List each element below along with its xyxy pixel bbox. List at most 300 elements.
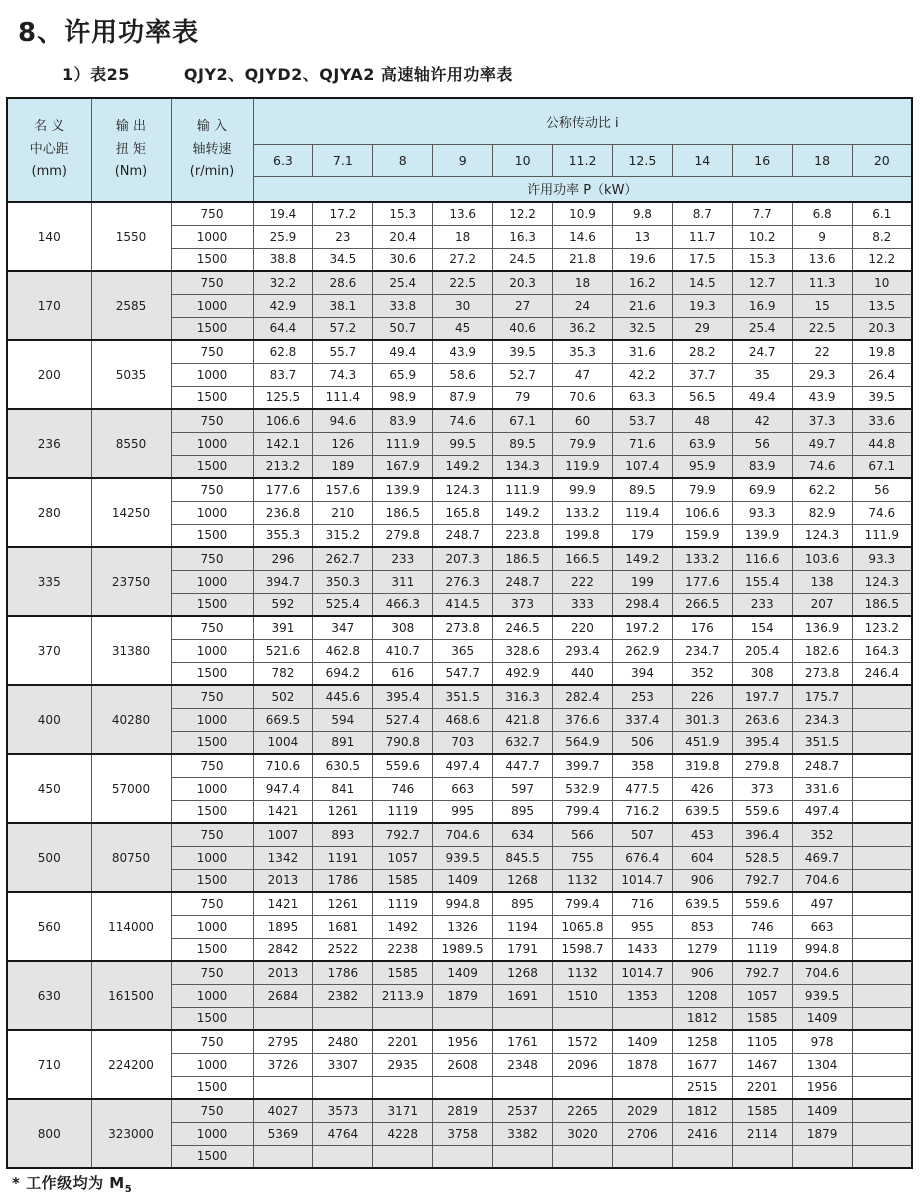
power-value-cell <box>612 1007 672 1030</box>
power-value-cell: 133.2 <box>553 501 613 524</box>
power-value-cell <box>553 1076 613 1099</box>
power-value-cell: 1119 <box>373 800 433 823</box>
power-value-cell: 746 <box>732 915 792 938</box>
power-value-cell: 142.1 <box>253 432 313 455</box>
power-value-cell: 373 <box>732 777 792 800</box>
power-value-cell: 559.6 <box>373 754 433 777</box>
table-row <box>7 892 912 915</box>
power-value-cell: 103.6 <box>792 547 852 570</box>
power-value-cell <box>852 892 912 915</box>
power-value-cell: 177.6 <box>672 570 732 593</box>
power-value-cell <box>253 1007 313 1030</box>
power-value-cell <box>852 777 912 800</box>
power-value-cell: 16.3 <box>493 225 553 248</box>
power-value-cell: 10 <box>852 271 912 294</box>
power-value-cell: 421.8 <box>493 708 553 731</box>
power-value-cell: 31.6 <box>612 340 672 363</box>
power-value-cell: 262.7 <box>313 547 373 570</box>
speed-cell: 750 <box>171 823 253 846</box>
power-value-cell: 893 <box>313 823 373 846</box>
power-value-cell: 197.7 <box>732 685 792 708</box>
table-row <box>7 340 912 363</box>
torque-cell: 8550 <box>91 409 171 478</box>
power-value-cell: 35 <box>732 363 792 386</box>
power-value-cell: 394.7 <box>253 570 313 593</box>
power-value-cell: 426 <box>672 777 732 800</box>
power-value-cell: 906 <box>672 869 732 892</box>
power-value-cell: 79 <box>493 386 553 409</box>
power-value-cell: 358 <box>612 754 672 777</box>
power-value-cell: 694.2 <box>313 662 373 685</box>
power-value-cell: 25.4 <box>732 317 792 340</box>
power-value-cell: 18 <box>433 225 493 248</box>
power-value-cell <box>493 1076 553 1099</box>
speed-cell: 1500 <box>171 524 253 547</box>
power-value-cell: 43.9 <box>792 386 852 409</box>
speed-cell: 750 <box>171 685 253 708</box>
power-value-cell: 955 <box>612 915 672 938</box>
power-value-cell: 38.8 <box>253 248 313 271</box>
power-value-cell: 15.3 <box>373 202 433 225</box>
center-distance-cell: 450 <box>7 754 91 823</box>
power-value-cell: 222 <box>553 570 613 593</box>
speed-cell: 750 <box>171 202 253 225</box>
power-value-cell: 1878 <box>612 1053 672 1076</box>
power-value-cell: 67.1 <box>852 455 912 478</box>
power-value-cell: 1004 <box>253 731 313 754</box>
speed-cell: 750 <box>171 1099 253 1122</box>
power-value-cell: 207.3 <box>433 547 493 570</box>
speed-cell: 1000 <box>171 363 253 386</box>
power-value-cell: 528.5 <box>732 846 792 869</box>
power-value-cell: 139.9 <box>732 524 792 547</box>
power-value-cell: 176 <box>672 616 732 639</box>
power-value-cell: 669.5 <box>253 708 313 731</box>
power-value-cell: 9.8 <box>612 202 672 225</box>
ratio-group-header: 公称传动比 i <box>253 98 912 144</box>
speed-cell: 1500 <box>171 800 253 823</box>
power-value-cell <box>493 1145 553 1168</box>
power-value-cell: 845.5 <box>493 846 553 869</box>
power-value-cell: 124.3 <box>433 478 493 501</box>
power-value-cell <box>852 754 912 777</box>
power-value-cell: 352 <box>792 823 852 846</box>
speed-cell: 750 <box>171 478 253 501</box>
power-value-cell: 704.6 <box>433 823 493 846</box>
power-value-cell: 391 <box>253 616 313 639</box>
power-value-cell: 74.6 <box>433 409 493 432</box>
speed-cell: 1500 <box>171 248 253 271</box>
power-value-cell: 179 <box>612 524 672 547</box>
power-value-cell: 1194 <box>493 915 553 938</box>
power-value-cell: 311 <box>373 570 433 593</box>
power-value-cell: 34.5 <box>313 248 373 271</box>
power-value-cell: 226 <box>672 685 732 708</box>
power-value-cell: 125.5 <box>253 386 313 409</box>
power-value-cell: 293.4 <box>553 639 613 662</box>
power-value-cell: 2480 <box>313 1030 373 1053</box>
torque-cell: 31380 <box>91 616 171 685</box>
power-value-cell <box>313 1007 373 1030</box>
power-value-cell: 1353 <box>612 984 672 1007</box>
power-value-cell: 782 <box>253 662 313 685</box>
table-row <box>7 961 912 984</box>
power-value-cell: 33.6 <box>852 409 912 432</box>
power-value-cell: 507 <box>612 823 672 846</box>
power-value-cell: 89.5 <box>493 432 553 455</box>
speed-cell: 1500 <box>171 317 253 340</box>
power-value-cell: 351.5 <box>792 731 852 754</box>
power-value-cell: 70.6 <box>553 386 613 409</box>
torque-cell: 114000 <box>91 892 171 961</box>
power-value-cell <box>553 1145 613 1168</box>
power-value-cell: 1014.7 <box>612 869 672 892</box>
power-value-cell: 1191 <box>313 846 373 869</box>
power-value-cell: 234.7 <box>672 639 732 662</box>
power-value-cell: 1510 <box>553 984 613 1007</box>
power-value-cell: 2096 <box>553 1053 613 1076</box>
power-value-cell: 27 <box>493 294 553 317</box>
power-value-cell: 396.4 <box>732 823 792 846</box>
power-value-cell: 3020 <box>553 1122 613 1145</box>
power-value-cell: 468.6 <box>433 708 493 731</box>
power-value-cell: 119.4 <box>612 501 672 524</box>
power-value-cell: 25.4 <box>373 271 433 294</box>
power-value-cell: 175.7 <box>792 685 852 708</box>
power-value-cell: 111.9 <box>493 478 553 501</box>
power-value-cell: 891 <box>313 731 373 754</box>
power-value-cell: 3171 <box>373 1099 433 1122</box>
power-value-cell: 119.9 <box>553 455 613 478</box>
power-value-cell: 149.2 <box>612 547 672 570</box>
power-value-cell: 2935 <box>373 1053 433 1076</box>
power-value-cell: 355.3 <box>253 524 313 547</box>
power-value-cell: 447.7 <box>493 754 553 777</box>
power-value-cell: 99.9 <box>553 478 613 501</box>
torque-cell: 2585 <box>91 271 171 340</box>
power-value-cell: 2013 <box>253 961 313 984</box>
power-value-cell: 995 <box>433 800 493 823</box>
power-value-cell: 134.3 <box>493 455 553 478</box>
power-value-cell: 328.6 <box>493 639 553 662</box>
power-value-cell: 2537 <box>493 1099 553 1122</box>
power-value-cell: 2842 <box>253 938 313 961</box>
power-unit-header: 许用功率 P（kW） <box>253 176 912 202</box>
speed-cell: 750 <box>171 961 253 984</box>
power-value-cell: 939.5 <box>433 846 493 869</box>
power-value-cell: 189 <box>313 455 373 478</box>
speed-cell: 1500 <box>171 1076 253 1099</box>
power-value-cell: 248.7 <box>792 754 852 777</box>
power-value-cell: 22.5 <box>433 271 493 294</box>
power-value-cell <box>852 708 912 731</box>
power-value-cell: 14.6 <box>553 225 613 248</box>
power-value-cell: 853 <box>672 915 732 938</box>
power-value-cell: 10.9 <box>553 202 613 225</box>
power-value-cell: 15 <box>792 294 852 317</box>
power-value-cell: 947.4 <box>253 777 313 800</box>
power-value-cell: 234.3 <box>792 708 852 731</box>
power-value-cell <box>852 1145 912 1168</box>
power-value-cell: 282.4 <box>553 685 613 708</box>
power-value-cell <box>373 1076 433 1099</box>
speed-cell: 1000 <box>171 570 253 593</box>
power-value-cell <box>373 1007 433 1030</box>
power-value-cell: 994.8 <box>792 938 852 961</box>
power-value-cell: 17.5 <box>672 248 732 271</box>
power-value-cell: 57.2 <box>313 317 373 340</box>
power-value-cell: 33.8 <box>373 294 433 317</box>
power-value-cell: 497.4 <box>433 754 493 777</box>
power-value-cell: 139.9 <box>373 478 433 501</box>
power-value-cell: 1409 <box>612 1030 672 1053</box>
speed-cell: 1000 <box>171 708 253 731</box>
power-value-cell: 1598.7 <box>553 938 613 961</box>
power-value-cell: 1268 <box>493 869 553 892</box>
power-value-cell: 376.6 <box>553 708 613 731</box>
power-value-cell: 2029 <box>612 1099 672 1122</box>
ratio-value-header: 16 <box>732 144 792 176</box>
power-value-cell: 253 <box>612 685 672 708</box>
power-value-cell: 1585 <box>373 869 433 892</box>
power-value-cell: 17.2 <box>313 202 373 225</box>
power-value-cell <box>852 1099 912 1122</box>
power-value-cell: 25.9 <box>253 225 313 248</box>
power-value-cell: 276.3 <box>433 570 493 593</box>
power-value-cell: 395.4 <box>732 731 792 754</box>
power-value-cell: 8.7 <box>672 202 732 225</box>
power-value-cell: 197.2 <box>612 616 672 639</box>
power-value-cell: 1132 <box>553 869 613 892</box>
footnote-subscript: 5 <box>124 1184 133 1195</box>
power-value-cell <box>852 685 912 708</box>
power-value-cell: 233 <box>732 593 792 616</box>
power-value-cell: 453 <box>672 823 732 846</box>
power-value-cell <box>433 1076 493 1099</box>
power-value-cell: 365 <box>433 639 493 662</box>
power-value-cell: 1895 <box>253 915 313 938</box>
power-value-cell: 107.4 <box>612 455 672 478</box>
power-value-cell: 703 <box>433 731 493 754</box>
power-value-cell: 1409 <box>433 869 493 892</box>
ratio-value-header: 7.1 <box>313 144 373 176</box>
speed-cell: 1000 <box>171 1122 253 1145</box>
power-value-cell: 42.9 <box>253 294 313 317</box>
power-value-cell: 1786 <box>313 961 373 984</box>
power-value-cell: 30.6 <box>373 248 433 271</box>
power-value-cell: 12.7 <box>732 271 792 294</box>
center-distance-cell: 500 <box>7 823 91 892</box>
power-value-cell: 308 <box>732 662 792 685</box>
ratio-value-header: 8 <box>373 144 433 176</box>
power-value-cell: 2265 <box>553 1099 613 1122</box>
power-value-cell: 166.5 <box>553 547 613 570</box>
speed-cell: 750 <box>171 271 253 294</box>
power-value-cell <box>732 1145 792 1168</box>
power-value-cell: 1342 <box>253 846 313 869</box>
power-value-cell <box>313 1076 373 1099</box>
speed-cell: 1500 <box>171 593 253 616</box>
torque-cell: 161500 <box>91 961 171 1030</box>
power-value-cell: 3382 <box>493 1122 553 1145</box>
power-value-cell: 1677 <box>672 1053 732 1076</box>
power-value-cell: 44.8 <box>852 432 912 455</box>
power-value-cell: 2795 <box>253 1030 313 1053</box>
power-value-cell: 20.3 <box>493 271 553 294</box>
power-value-cell: 4228 <box>373 1122 433 1145</box>
power-value-cell: 1786 <box>313 869 373 892</box>
power-value-cell: 98.9 <box>373 386 433 409</box>
power-value-cell: 89.5 <box>612 478 672 501</box>
power-value-cell: 79.9 <box>553 432 613 455</box>
power-value-cell: 111.4 <box>313 386 373 409</box>
power-value-cell: 167.9 <box>373 455 433 478</box>
torque-cell: 5035 <box>91 340 171 409</box>
power-value-cell: 7.7 <box>732 202 792 225</box>
power-value-cell: 79.9 <box>672 478 732 501</box>
power-value-cell: 790.8 <box>373 731 433 754</box>
table-row <box>7 547 912 570</box>
center-distance-cell: 335 <box>7 547 91 616</box>
power-value-cell: 4764 <box>313 1122 373 1145</box>
power-value-cell: 83.7 <box>253 363 313 386</box>
power-value-cell: 48 <box>672 409 732 432</box>
power-value-cell: 106.6 <box>672 501 732 524</box>
power-value-cell: 1681 <box>313 915 373 938</box>
power-value-cell: 37.7 <box>672 363 732 386</box>
caption-text: QJY2、QJYD2、QJYA2 高速轴许用功率表 <box>183 65 513 84</box>
table-row <box>7 478 912 501</box>
table-row <box>7 616 912 639</box>
table-row <box>7 823 912 846</box>
power-value-cell <box>792 1145 852 1168</box>
power-value-cell: 2348 <box>493 1053 553 1076</box>
power-value-cell <box>852 1122 912 1145</box>
power-value-cell: 316.3 <box>493 685 553 708</box>
power-value-cell: 1761 <box>493 1030 553 1053</box>
power-value-cell: 559.6 <box>732 892 792 915</box>
speed-cell: 1000 <box>171 639 253 662</box>
power-value-cell: 106.6 <box>253 409 313 432</box>
power-value-cell: 639.5 <box>672 800 732 823</box>
power-value-cell: 63.9 <box>672 432 732 455</box>
power-value-cell: 49.7 <box>792 432 852 455</box>
power-value-cell: 38.1 <box>313 294 373 317</box>
power-value-cell: 1208 <box>672 984 732 1007</box>
power-value-cell: 236.8 <box>253 501 313 524</box>
power-value-cell: 1119 <box>732 938 792 961</box>
power-value-cell: 124.3 <box>852 570 912 593</box>
power-value-cell: 93.3 <box>732 501 792 524</box>
power-value-cell: 20.4 <box>373 225 433 248</box>
power-value-cell <box>852 961 912 984</box>
power-value-cell <box>433 1007 493 1030</box>
power-value-cell: 2013 <box>253 869 313 892</box>
power-value-cell <box>852 1076 912 1099</box>
power-value-cell: 663 <box>433 777 493 800</box>
speed-cell: 1000 <box>171 984 253 1007</box>
power-value-cell: 157.6 <box>313 478 373 501</box>
power-value-cell: 331.6 <box>792 777 852 800</box>
power-value-cell: 639.5 <box>672 892 732 915</box>
power-value-cell: 24.7 <box>732 340 792 363</box>
power-value-cell <box>253 1145 313 1168</box>
power-value-cell: 632.7 <box>493 731 553 754</box>
power-value-cell: 1007 <box>253 823 313 846</box>
power-value-cell <box>553 1007 613 1030</box>
power-value-cell: 27.2 <box>433 248 493 271</box>
power-value-cell: 2114 <box>732 1122 792 1145</box>
torque-cell: 57000 <box>91 754 171 823</box>
power-value-cell: 1812 <box>672 1099 732 1122</box>
power-value-cell: 58.6 <box>433 363 493 386</box>
power-value-cell: 83.9 <box>732 455 792 478</box>
power-value-cell: 527.4 <box>373 708 433 731</box>
power-value-cell: 676.4 <box>612 846 672 869</box>
power-value-cell: 755 <box>553 846 613 869</box>
power-value-cell: 210 <box>313 501 373 524</box>
power-value-cell <box>373 1145 433 1168</box>
power-value-cell: 62.2 <box>792 478 852 501</box>
power-value-cell: 19.3 <box>672 294 732 317</box>
power-value-cell: 347 <box>313 616 373 639</box>
power-value-cell: 1279 <box>672 938 732 961</box>
power-value-cell: 710.6 <box>253 754 313 777</box>
ratio-value-header: 6.3 <box>253 144 313 176</box>
power-value-cell <box>852 1053 912 1076</box>
speed-cell: 1500 <box>171 731 253 754</box>
power-value-cell: 746 <box>373 777 433 800</box>
power-value-cell: 279.8 <box>732 754 792 777</box>
power-value-cell: 2522 <box>313 938 373 961</box>
center-distance-cell: 280 <box>7 478 91 547</box>
power-value-cell: 43.9 <box>433 340 493 363</box>
speed-cell: 1000 <box>171 294 253 317</box>
power-value-cell: 792.7 <box>373 823 433 846</box>
power-value-cell: 13.6 <box>433 202 493 225</box>
power-value-cell: 1258 <box>672 1030 732 1053</box>
power-value-cell: 564.9 <box>553 731 613 754</box>
torque-cell: 40280 <box>91 685 171 754</box>
power-value-cell: 2706 <box>612 1122 672 1145</box>
power-value-cell <box>852 869 912 892</box>
power-value-cell: 18 <box>553 271 613 294</box>
power-value-cell: 716 <box>612 892 672 915</box>
power-value-cell: 13.5 <box>852 294 912 317</box>
power-value-cell: 492.9 <box>493 662 553 685</box>
power-value-cell: 462.8 <box>313 639 373 662</box>
power-value-cell: 337.4 <box>612 708 672 731</box>
power-value-cell: 594 <box>313 708 373 731</box>
speed-cell: 750 <box>171 340 253 363</box>
ratio-value-header: 20 <box>852 144 912 176</box>
torque-cell: 224200 <box>91 1030 171 1099</box>
torque-cell: 1550 <box>91 202 171 271</box>
table-row <box>7 271 912 294</box>
power-value-cell: 978 <box>792 1030 852 1053</box>
power-value-cell: 315.2 <box>313 524 373 547</box>
power-value-cell: 792.7 <box>732 869 792 892</box>
power-value-cell: 301.3 <box>672 708 732 731</box>
power-value-cell: 94.6 <box>313 409 373 432</box>
power-value-cell: 99.5 <box>433 432 493 455</box>
center-distance-cell: 170 <box>7 271 91 340</box>
power-value-cell: 199.8 <box>553 524 613 547</box>
power-value-cell: 136.9 <box>792 616 852 639</box>
center-distance-cell: 140 <box>7 202 91 271</box>
caption-index: 1）表25 <box>62 65 130 84</box>
power-value-cell: 233 <box>373 547 433 570</box>
